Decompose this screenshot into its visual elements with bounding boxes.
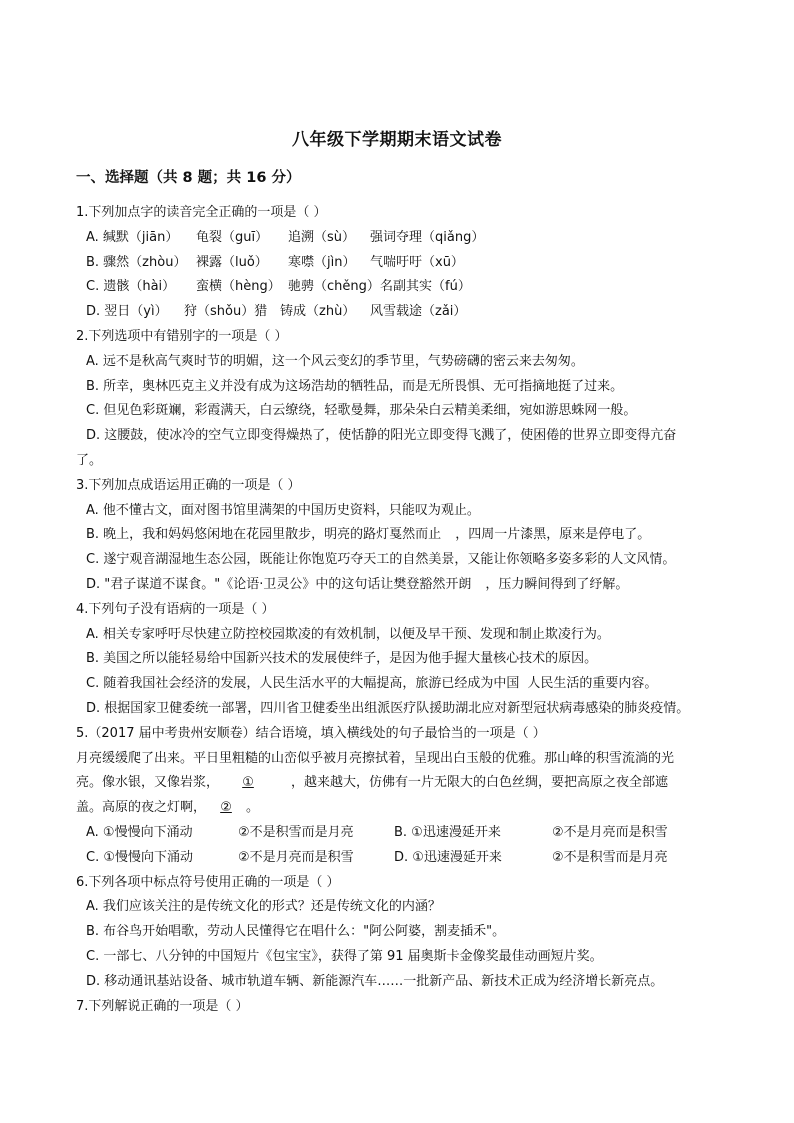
option-part: 裸露（luǒ） [196,254,268,270]
option-part: B. ①迅速漫延开来 [394,824,501,840]
question-1-option-d [76,300,724,325]
option-part: D. ①迅速漫延开来 [394,849,502,865]
question-3-option-b [76,523,724,548]
question-5-passage [76,747,724,821]
section-heading: 一、选择题（共 8 题；共 16 分） [76,170,301,186]
question-6-option-a: A. 我们应该关注的是传统文化的形式？还是传统文化的内涵？ [86,899,441,915]
question-4-option-b: B. 美国之所以能轻易给中国新兴技术的发展使绊子，是因为他手握大量核心技术的原因。 [86,651,598,667]
question-2-option-c: C. 但见色彩斑斓，彩霞满天，白云缭绕，轻歌曼舞，那朵朵白云精美柔细，宛如游思蛛网一般。 [86,403,637,419]
question-2-option-d: D. 这腰鼓，使冰冷的空气立即变得燥热了，使恬静的阳光立即变得飞溅了，使困倦的世界立即变得亢奋 [86,428,677,444]
option-part: 风雪载途（zǎi） [370,304,467,320]
passage-text: 亮。像水银，又像岩浆， [76,775,220,791]
option-part: 强词夺理（qiǎng） [370,229,485,245]
question-3-stem: 3.下列加点成语运用正确的一项是（ ） [76,477,301,493]
option-part: 驰骋（chěng） [288,279,380,295]
option-part: A. 缄默（jiān） [86,229,179,245]
question-4-option-a: A. 相关专家呼吁尽快建立防控校园欺凌的有效机制，以便及早干预、发现和制止欺凌行为。 [86,626,610,642]
option-part: B. 骤然（zhòu） [86,254,187,270]
question-6-stem: 6.下列各项中标点符号使用正确的一项是（ ） [76,874,340,890]
question-3-option-d [76,573,724,598]
option-part: A. ①慢慢向下涌动 [86,824,193,840]
option-part: 蛮横（hèng） [196,279,281,295]
question-3-option-c: C. 遂宁观音湖湿地生态公园，既能让你饱览巧夺天工的自然美景，又能让你领略多姿多彩的人文风情。 [86,552,676,568]
question-4-stem: 4.下列句子没有语病的一项是（ ） [76,601,275,617]
blank-1: ① [242,775,254,791]
question-6-option-b: B. 布谷鸟开始唱歌，劳动人民懂得它在唱什么："阿公阿婆，割麦插禾"。 [86,924,506,940]
question-6-option-d: D. 移动通讯基站设备、城市轨道车辆、新能源汽车……一批新产品、新技术正成为经济增长新亮点。 [86,973,664,989]
option-text: B. 晚上，我和妈妈悠闲地在花园里散步，明亮的路灯戛然而止 [86,527,442,543]
blank-2: ② [220,800,232,816]
option-part: ②不是月亮而是积雪 [552,824,668,840]
option-text: D. "君子谋道不谋食。"《论语·卫灵公》中的这句话让樊登豁然开朗 [86,576,472,592]
option-part: C. 遗骸（hài） [86,279,176,295]
option-part: 气喘吁吁（xū） [370,254,464,270]
question-2-option-a: A. 远不是秋高气爽时节的明媚，这一个风云变幻的季节里，气势磅礴的密云来去匆匆。 [86,353,584,369]
option-part: 狩（shǒu）猎 [184,304,268,320]
question-1-stem: 1.下列加点字的读音完全正确的一项是（ ） [76,205,327,220]
question-6-option-c: C. 一部七、八分钟的中国短片《包宝宝》，获得了第 91 届奥斯卡金像奖最佳动画短片奖。 [86,948,603,964]
question-1-option-b [76,251,724,276]
passage-text: 盖。高原的夜之灯啊， [76,800,207,816]
option-part: C. ①慢慢向下涌动 [86,849,193,865]
question-5-options-row-2 [76,846,724,871]
option-text: ，四周一片漆黑，原来是停电了。 [455,527,651,543]
question-4-option-d: D. 根据国家卫健委统一部署，四川省卫健委坐出组派医疗队援助湖北应对新型冠状病毒感染的肺炎疫情。 [86,700,690,716]
question-1-option-c [76,275,724,300]
option-part: 追溯（sù） [288,229,356,245]
option-part: 寒噤（jìn） [288,254,356,270]
question-3-option-a: A. 他不懂古文，面对图书馆里满架的中国历史资料，只能叹为观止。 [86,502,480,518]
question-7-stem: 7.下列解说正确的一项是（ ） [76,998,249,1014]
question-list [76,201,724,1019]
question-5-stem: 5.（2017 届中考贵州安顺卷）结合语境，填入横线处的句子最恰当的一项是（ ） [76,725,546,741]
question-5-option-c [86,846,394,871]
question-2-option-b: B. 所幸，奥林匹克主义并没有成为这场浩劫的牺牲品，而是无所畏惧、无可指摘地挺了过来。 [86,378,624,394]
option-part: ②不是积雪而是月亮 [552,849,668,865]
option-text: C. 随着我国社会经济的发展，人民生活水平的大幅提高，旅游已经成为中国 [86,676,520,692]
question-2-stem: 2.下列选项中有错别字的一项是（ ） [76,328,288,344]
passage-text: 。 [246,800,260,816]
question-4-option-c [76,672,724,697]
question-5-option-a [86,821,394,846]
option-part: D. 翌日（yì） [86,304,168,320]
option-part: ②不是月亮而是积雪 [238,849,354,865]
passage-text: 月亮缓缓爬了出来。平日里粗糙的山峦似乎被月亮擦拭着，呈现出白玉般的优雅。那山峰的积雪流淌的光 [76,750,675,766]
question-1-option-a [76,226,724,251]
question-2-option-d-continued: 了。 [76,452,103,468]
option-part: 铸成（zhù） [280,304,356,320]
option-part: 龟裂（guī） [196,229,269,245]
question-5-option-d [394,846,702,871]
passage-text: ，越来越大，仿佛有一片无限大的白色丝绸，要把高原之夜全部遮 [291,775,669,791]
question-5-options-row-1 [76,821,724,846]
option-part: ②不是积雪而是月亮 [238,824,354,840]
page-title: 八年级下学期期末语文试卷 [292,130,502,150]
question-5-option-b [394,821,702,846]
option-text: 人民生活的重要内容。 [527,676,658,692]
option-text: ，压力瞬间得到了纾解。 [485,576,629,592]
option-part: 名副其实（fú） [380,279,471,295]
